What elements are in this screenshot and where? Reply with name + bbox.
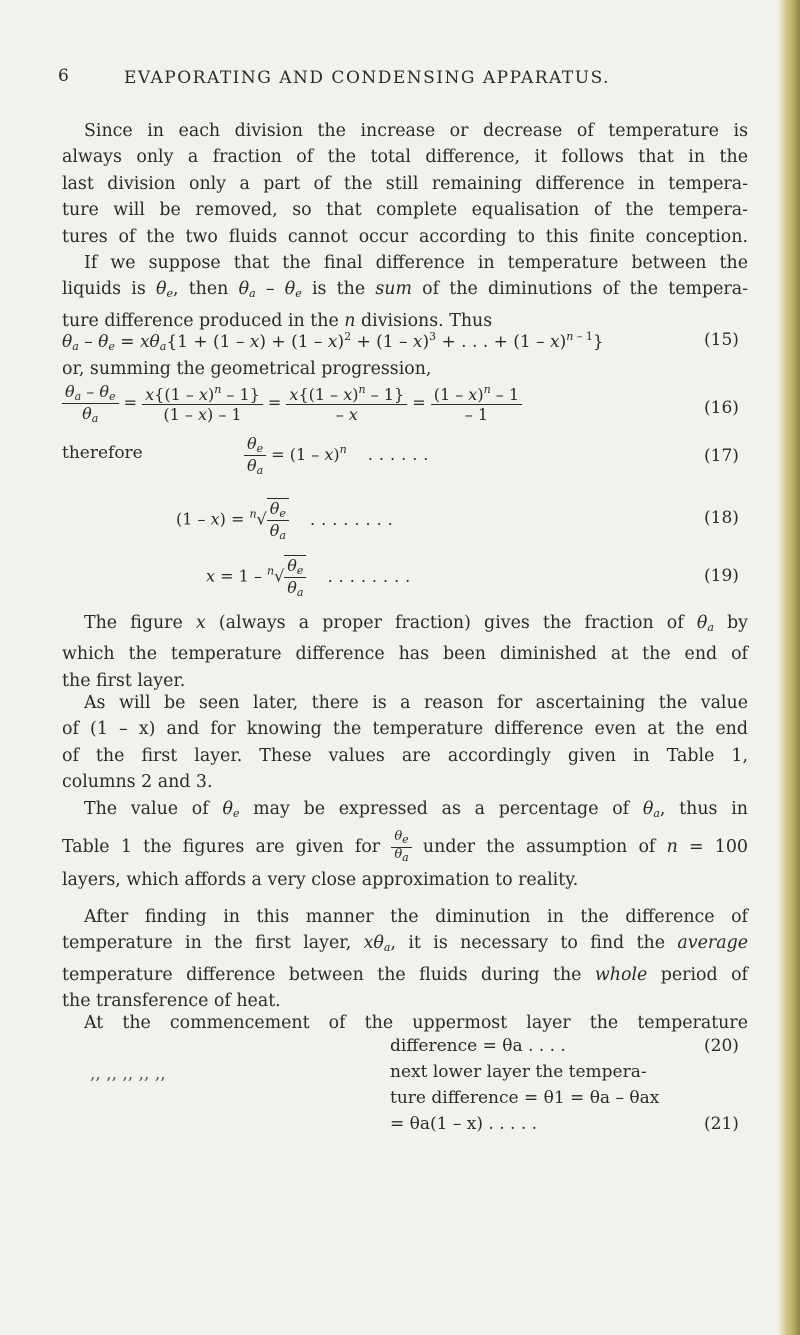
paragraph-3 <box>62 610 748 694</box>
paragraph-5 <box>62 796 748 894</box>
text-line: ture will be removed, so that complete equalisation of the tempera- <box>62 200 748 221</box>
equation-number: (20) <box>704 1036 739 1056</box>
ditto-marks: ,, ,, ,, ,, ,, <box>90 1064 166 1084</box>
text-line: The value of $\theta_e$ may be expressed as a percentage of $\theta_a$, thus in <box>84 799 748 820</box>
equation-19: x = 1 – $^n$√ $\frac{\theta_e}{\theta_a}$ ........ <box>206 556 417 599</box>
text-line: ture difference produced in the n divisions. Thus <box>62 310 493 331</box>
text-line: which the temperature difference has been diminished at the end of <box>62 644 748 665</box>
equation-number: (19) <box>704 566 739 586</box>
therefore-text: therefore <box>62 443 143 463</box>
text-line: difference = θa . . . . <box>390 1036 566 1056</box>
equation-number: (17) <box>704 446 739 466</box>
page-number: 6 <box>58 66 69 86</box>
paragraph-7 <box>62 1010 748 1036</box>
paragraph-1 <box>62 118 748 250</box>
text-line: At the commencement of the uppermost layer the temperature <box>84 1013 748 1033</box>
text-line: ture difference = θ1 = θa – θax <box>390 1088 660 1108</box>
paragraph-6 <box>62 904 748 1015</box>
equation-number: (16) <box>704 398 739 418</box>
text-line: temperature difference between the fluids during the whole period of <box>62 964 748 985</box>
page-edge-shadow <box>778 0 800 1335</box>
text-line: columns 2 and 3. <box>62 772 213 793</box>
text-line: the transference of heat. <box>62 991 281 1012</box>
equation-16: $\frac{\theta_a - \theta_e}{\theta_a}$ = $\frac{x\{(1 - x)^n - 1\}}{(1 - x) - 1}$ = $\frac{x\{(1 - x)^n - 1\}}{- x}$ = $\frac{(1 - x)^n - 1}{- 1}$ <box>62 382 522 425</box>
equation-number: (15) <box>704 330 739 350</box>
equation-18: (1 – x) = $^n$√ $\frac{\theta_e}{\theta_a}$ ........ <box>176 499 399 542</box>
text-line: = θa(1 – x) . . . . . <box>390 1114 538 1134</box>
text-line: liquids is $\theta_e$, then $\theta_a - \theta_e$ is the sum of the diminutions of the tempera- <box>62 279 748 301</box>
text-line: the first layer. <box>62 670 186 691</box>
text-line: Table 1 the figures are given for $\frac{\theta_e}{\theta_a}$ under the assumption of n = 100 <box>62 829 748 865</box>
text-line: If we suppose that the final difference in temperature between the <box>84 253 748 273</box>
equation-17: $\frac{\theta_e}{\theta_a}$ = (1 – x)$^n$ ...... <box>244 434 434 477</box>
text-line: The figure x (always a proper fraction) gives the fraction of $\theta_a$ by <box>84 613 748 634</box>
equation-15: $\theta_a - \theta_e = x\theta_a\{1 + (1 - x) + (1 - x)^2 + (1 - x)^3$ + . . . + (1 – x)$^{n - 1}$} <box>62 330 604 353</box>
text-line: After finding in this manner the diminution in the difference of <box>84 907 748 927</box>
equation-number: (18) <box>704 508 739 528</box>
text-line: last division only a part of the still remaining difference in tempera- <box>62 173 748 194</box>
text-line: Since in each division the increase or decrease of temperature is <box>84 121 748 141</box>
text-line: layers, which affords a very close approximation to reality. <box>62 870 579 891</box>
text-line: of (1 – x) and for knowing the temperature difference even at the end <box>62 719 748 740</box>
text-line: temperature in the first layer, $x\theta_a$, it is necessary to find the average <box>62 933 749 955</box>
text-line: tures of the two fluids cannot occur according to this finite conception. <box>62 226 748 247</box>
summing-text: or, summing the geometrical progression, <box>62 359 432 379</box>
text-line: next lower layer the tempera- <box>390 1062 647 1082</box>
running-title: EVAPORATING AND CONDENSING APPARATUS. <box>124 68 611 88</box>
text-line: always only a fraction of the total difference, it follows that in the <box>62 147 748 168</box>
paragraph-2 <box>62 250 748 334</box>
paragraph-4 <box>62 690 748 796</box>
text-line: As will be seen later, there is a reason for ascertaining the value <box>84 693 748 713</box>
text-line: of the first layer. These values are accordingly given in Table 1, <box>62 745 748 766</box>
equation-number: (21) <box>704 1114 739 1134</box>
